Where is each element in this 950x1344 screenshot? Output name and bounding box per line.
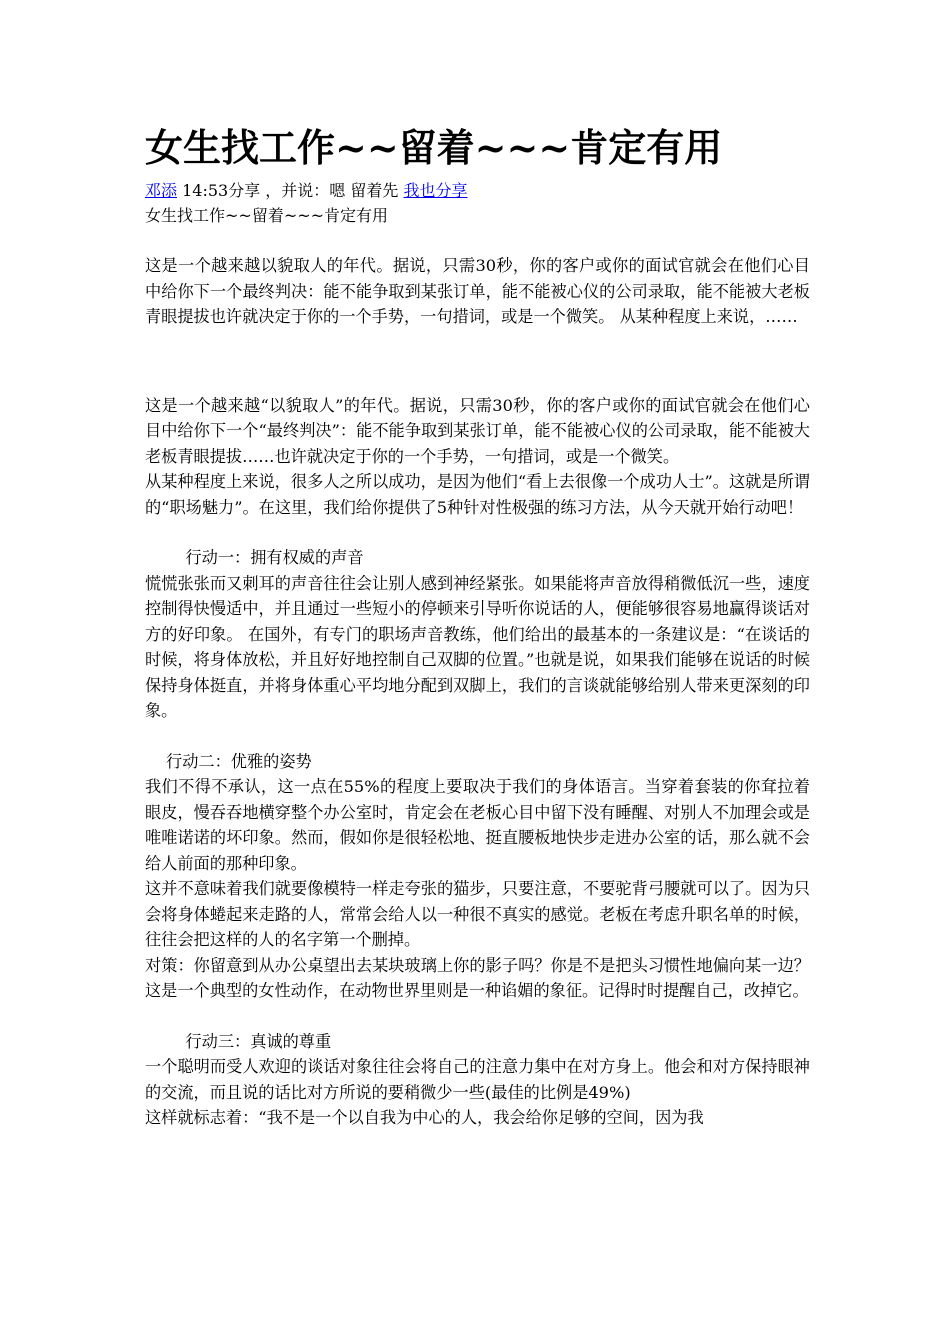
action1-heading: 行动一：拥有权威的声音: [185, 548, 364, 567]
intro-paragraph-1: 这是一个越来越“以貌取人”的年代。据说，只需30秒，你的客户或你的面试官就会在他们心目中给你下一个“最终判决”：能不能争取到某张订单，能不能被心仪的公司录取，能不能被大老板青眼提拔……也许就决定于你的一个手势，一句措词，或是一个微笑。: [145, 395, 810, 466]
action2-paragraph-2: 这并不意味着我们就要像模特一样走夸张的猫步，只要注意，不要驼背弓腰就可以了。因为只会将身体蜷起来走路的人，常常会给人以一种很不真实的感觉。老板在考虑升职名单的时候，往往会把这样的人的名字第一个删掉。: [145, 879, 810, 949]
action2-paragraph-3: 对策：你留意到从办公桌望出去某块玻璃上你的影子吗？你是不是把头习惯性地偏向某一边？这是一个典型的女性动作，在动物世界里则是一种谄媚的象征。记得时时提醒自己，改掉它。: [145, 955, 810, 1000]
action3-paragraph-2: 这样就标志着：“我不是一个以自我为中心的人，我会给你足够的空间，因为我: [145, 1108, 704, 1127]
article-subtitle: 女生找工作~~留着~~~肯定有用: [145, 206, 389, 225]
article-title: 女生找工作~~留着~~~肯定有用: [145, 125, 723, 170]
action3-paragraph-1: 一个聪明而受人欢迎的谈话对象往往会将自己的注意力集中在对方身上。他会和对方保持眼神的交流，而且说的话比对方所说的要稍微少一些(最佳的比例是49%): [145, 1057, 810, 1102]
summary-paragraph: 这是一个越来越以貌取人的年代。据说，只需30秒，你的客户或你的面试官就会在他们心目中给你下一个最终判决：能不能争取到某张订单，能不能被心仪的公司录取，能不能被大老板青眼提拔也许就决定于你的一个手势，一句措词，或是一个微笑。 从某种程度上来说，……: [145, 256, 810, 326]
post-meta-text: 14:53分享 ，并说：嗯 留着先: [177, 181, 404, 200]
author-link[interactable]: 邓添: [145, 181, 178, 200]
intro-paragraph-2: 从某种程度上来说，很多人之所以成功，是因为他们“看上去很像一个成功人士”。这就是所谓的“职场魅力”。在这里，我们给你提供了5种针对性极强的练习方法，从今天就开始行动吧！: [145, 472, 810, 517]
article: [145, 118, 810, 1131]
action2-paragraph-1: 我们不得不承认，这一点在55%的程度上要取决于我们的身体语言。当穿着套装的你耷拉着眼皮，慢吞吞地横穿整个办公室时，肯定会在老板心目中留下没有睡醒、对别人不加理会或是唯唯诺诺的坏印象。然而，假如你是很轻松地、挺直腰板地快步走进办公室的话，那么就不会给人前面的那种印象。: [145, 777, 810, 873]
post-meta: [145, 178, 810, 203]
share-link[interactable]: 我也分享: [403, 181, 468, 200]
action2-heading: 行动二：优雅的姿势: [166, 751, 312, 771]
action3-heading: 行动三：真诚的尊重: [185, 1031, 332, 1051]
action1-paragraph: 慌慌张张而又刺耳的声音往往会让别人感到神经紧张。如果能将声音放得稍微低沉一些，速度控制得快慢适中，并且通过一些短小的停顿来引导听你说话的人，便能够很容易地赢得谈话对方的好印象。 在国外，有专门的职场声音教练，他们给出的最基本的一条建议是：“在谈话的时候，将身体放松，并且好好地控制自己双脚的位置。”也就是说，如果我们能够在说话的时候保持身体挺直，并将身体重心平均地分配到双脚上，我们的言谈就能够给别人带来更深刻的印象。: [145, 573, 810, 720]
